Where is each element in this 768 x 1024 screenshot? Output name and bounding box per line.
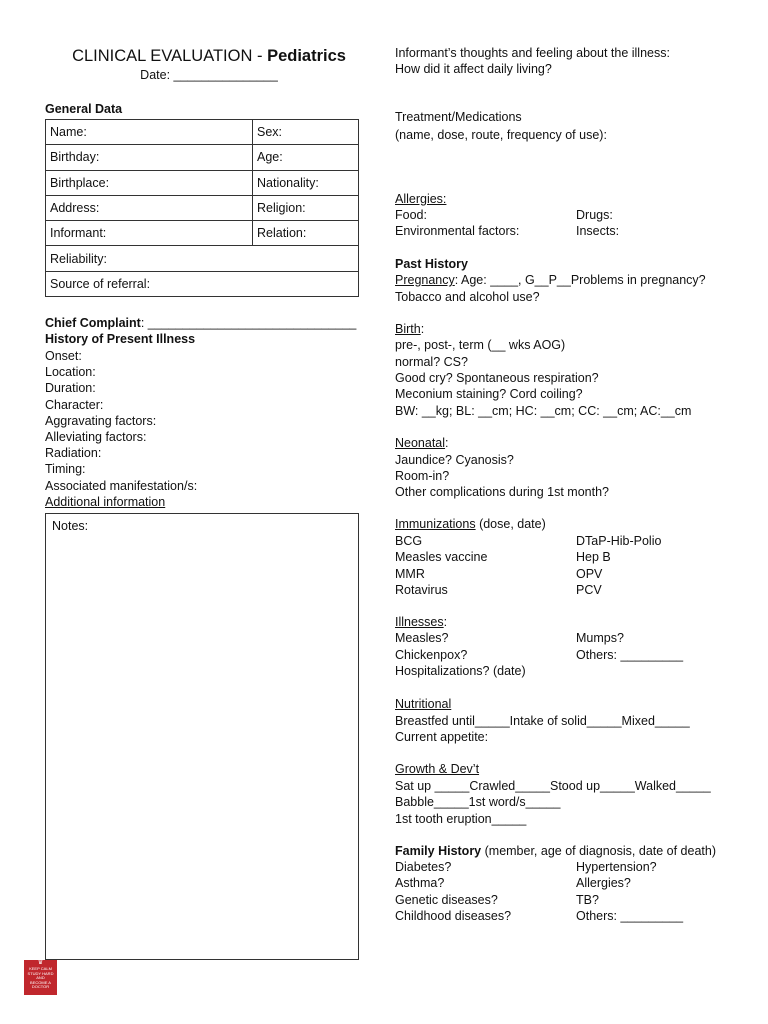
allergy-environmental[interactable]: Environmental factors: [395,224,520,238]
family-childhood[interactable]: Childhood diseases? [395,909,512,923]
source-of-referral-field[interactable]: Source of referral: [46,271,359,296]
general-data-heading: General Data [45,102,123,116]
family-history-label: Family History [395,844,482,858]
illnesses-heading [395,614,447,630]
neonatal-room-in[interactable]: Room-in? [395,469,450,483]
neonatal-colon: : [445,436,449,450]
chief-complaint-blank: : ______________________________ [140,316,357,330]
growth-tooth[interactable]: 1st tooth eruption_____ [395,812,527,826]
illness-others[interactable]: Others: _________ [576,648,684,662]
nutrition-breastfed[interactable]: Breastfed until_____Intake of solid_____Mixed_____ [395,714,690,728]
informant-thoughts: Informant’s thoughts and feeling about the illness: [395,46,670,60]
growth-heading: Growth & Dev’t [395,762,480,776]
logo-line: KEEP CALM [29,966,52,971]
tobacco-alcohol[interactable]: Tobacco and alcohol use? [395,290,540,304]
informant-field[interactable]: Informant: [46,221,253,246]
illnesses-label: Illnesses [395,615,444,629]
hpi-timing[interactable]: Timing: [45,462,86,476]
illness-measles[interactable]: Measles? [395,631,449,645]
growth-speech[interactable]: Babble_____1st word/s_____ [395,795,561,809]
allergy-drugs[interactable]: Drugs: [576,208,613,222]
illness-chickenpox[interactable]: Chickenpox? [395,648,468,662]
hpi-alleviating[interactable]: Alleviating factors: [45,430,147,444]
table-row [46,195,359,220]
hpi-character[interactable]: Character: [45,398,104,412]
past-history-heading: Past History [395,257,468,271]
pregnancy-label: Pregnancy [395,273,455,287]
table-row [46,246,359,271]
birth-term[interactable]: pre-, post-, term (__ wks AOG) [395,338,566,352]
neonatal-heading [395,435,449,451]
nutritional-heading: Nutritional [395,697,452,711]
birth-heading [395,321,424,337]
pregnancy-line[interactable] [395,272,706,288]
table-row [46,120,359,145]
pregnancy-detail: : Age: ____, G__P__Problems in pregnancy? [454,273,706,287]
religion-field[interactable]: Religion: [253,195,359,220]
birth-colon: : [420,322,425,336]
birth-cry[interactable]: Good cry? Spontaneous respiration? [395,371,599,385]
name-field[interactable]: Name: [46,120,253,145]
family-asthma[interactable]: Asthma? [395,876,445,890]
notes-label: Notes: [52,519,89,533]
date-field[interactable]: Date: _______________ [140,68,278,82]
immunizations-heading [395,516,546,532]
table-row [46,145,359,170]
hpi-duration[interactable]: Duration: [45,381,96,395]
vaccine-bcg[interactable]: BCG [395,534,423,548]
neonatal-label: Neonatal [395,436,446,450]
vaccine-hepb[interactable]: Hep B [576,550,611,564]
hpi-onset[interactable]: Onset: [45,349,82,363]
table-row [46,221,359,246]
family-history-note: (member, age of diagnosis, date of death) [481,844,717,858]
vaccine-mmr[interactable]: MMR [395,567,425,581]
address-field[interactable]: Address: [46,195,253,220]
allergy-insects[interactable]: Insects: [576,224,620,238]
birth-meconium[interactable]: Meconium staining? Cord coiling? [395,387,583,401]
vaccine-rotavirus[interactable]: Rotavirus [395,583,448,597]
notes-box[interactable] [45,513,359,960]
hpi-heading: History of Present Illness [45,332,196,346]
keep-calm-logo [24,960,57,995]
growth-milestones[interactable]: Sat up _____Crawled_____Stood up_____Walked_____ [395,779,711,793]
page-title [0,47,418,66]
family-others[interactable]: Others: _________ [576,909,684,923]
reliability-field[interactable]: Reliability: [46,246,359,271]
logo-line: AND [36,975,45,981]
birth-measurements[interactable]: BW: __kg; BL: __cm; HC: __cm; CC: __cm; AC:__cm [395,404,692,418]
nutrition-appetite[interactable]: Current appetite: [395,730,489,744]
family-tb[interactable]: TB? [576,893,599,907]
neonatal-jaundice[interactable]: Jaundice? Cyanosis? [395,453,514,467]
vaccine-pcv[interactable]: PCV [576,583,602,597]
additional-info-heading: Additional information [45,495,166,509]
birthday-field[interactable]: Birthday: [46,145,253,170]
table-row [46,170,359,195]
hpi-location[interactable]: Location: [45,365,96,379]
family-genetic[interactable]: Genetic diseases? [395,893,498,907]
immunizations-note: (dose, date) [475,517,546,531]
sex-field[interactable]: Sex: [253,120,359,145]
daily-living: How did it affect daily living? [395,62,552,76]
birthplace-field[interactable]: Birthplace: [46,170,253,195]
family-diabetes[interactable]: Diabetes? [395,860,452,874]
crown-icon: ♛ [37,960,44,966]
family-allergies[interactable]: Allergies? [576,876,631,890]
logo-line: BECOME A [30,979,51,985]
allergy-food[interactable]: Food: [395,208,427,222]
illness-mumps[interactable]: Mumps? [576,631,624,645]
birth-delivery[interactable]: normal? CS? [395,355,468,369]
title-main: CLINICAL EVALUATION - [72,47,268,65]
vaccine-dtap[interactable]: DTaP-Hib-Polio [576,534,662,548]
age-field[interactable]: Age: [253,145,359,170]
allergies-heading: Allergies: [395,192,447,206]
vaccine-opv[interactable]: OPV [576,567,603,581]
chief-complaint[interactable] [45,316,356,330]
immunizations-label: Immunizations [395,517,476,531]
hpi-aggravating[interactable]: Aggravating factors: [45,414,157,428]
hpi-radiation[interactable]: Radiation: [45,446,102,460]
relation-field[interactable]: Relation: [253,221,359,246]
table-row [46,271,359,296]
logo-line: DOCTOR [31,984,50,990]
chief-complaint-label: Chief Complaint [45,316,141,330]
illness-hospitalizations[interactable]: Hospitalizations? (date) [395,664,526,678]
family-hypertension[interactable]: Hypertension? [576,860,657,874]
treatment-detail: (name, dose, route, frequency of use): [395,128,607,142]
hpi-associated[interactable]: Associated manifestation/s: [45,479,198,493]
title-specialty: Pediatrics [267,47,346,65]
nationality-field[interactable]: Nationality: [253,170,359,195]
logo-line: STUDY HARD [27,970,54,976]
general-data-table [45,119,359,297]
birth-label: Birth [395,322,421,336]
vaccine-measles[interactable]: Measles vaccine [395,550,488,564]
treatment-heading: Treatment/Medications [395,110,522,124]
neonatal-complications[interactable]: Other complications during 1st month? [395,485,609,499]
illnesses-colon: : [443,615,448,629]
family-history-heading [395,843,716,859]
